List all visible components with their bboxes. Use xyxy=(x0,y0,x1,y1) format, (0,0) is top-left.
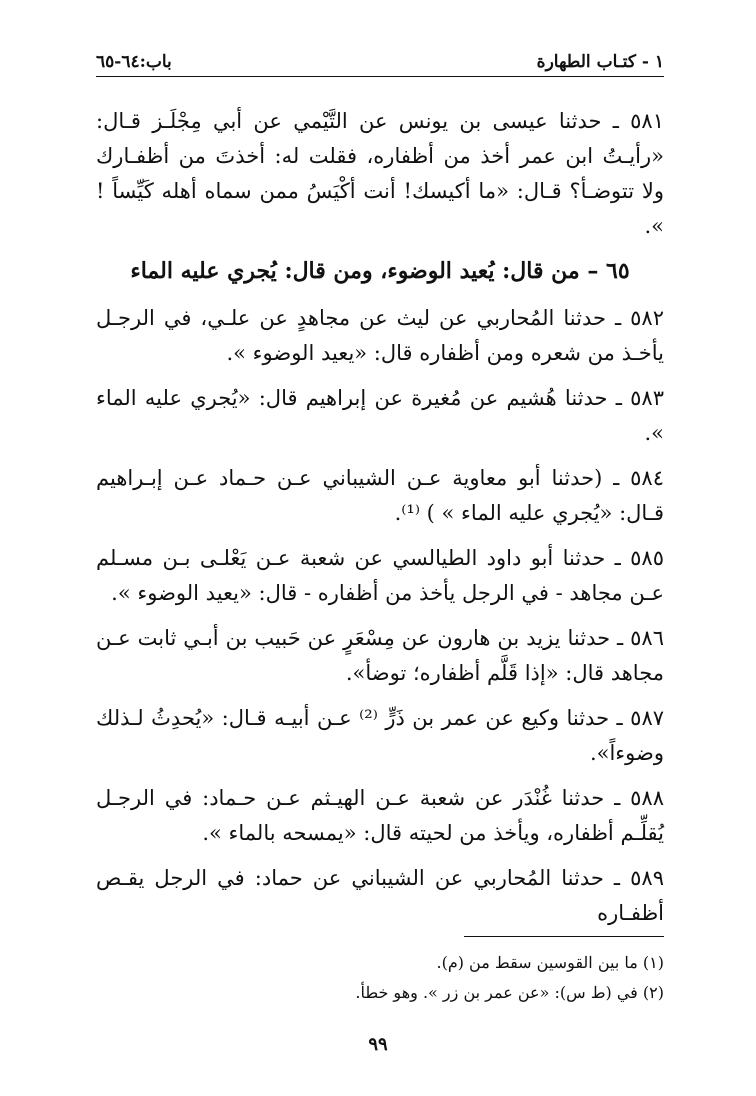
chapter-range: باب:٦٤-٦٥ xyxy=(96,52,172,72)
hadith-585: ٥٨٥ ـ حدثنا أبو داود الطيالسي عن شعبة عـن يَعْلـى بـن مسـلم عـن مجاهد - في الرجل يأخذ من أظفاره - قال: «يعيد الوضوء ». xyxy=(96,546,664,605)
footnote-separator xyxy=(464,936,664,937)
footnote-1: (١) ما بين القوسين سقط من (م). xyxy=(436,953,664,972)
hadith-587: ٥٨٧ ـ حدثنا وكيع عن عمر بن ذَرٍّ ⁽²⁾ عـن أبيـه قـال: «يُحدِثُ لـذلك وضوءاً». xyxy=(96,706,665,765)
hadith-588: ٥٨٨ ـ حدثنا غُنْدَر عن شعبة عـن الهيـثم عـن حـماد: في الرجـل يُقلِّـم أظفاره، ويأخذ من لحيته قال: «يمسحه بالماء ». xyxy=(96,786,664,845)
hadith-582: ٥٨٢ ـ حدثنا المُحاربي عن ليث عن مجاهدٍ عن علـي، في الرجـل يأخـذ من شعره ومن أظفاره قال: «يعيد الوضوء ». xyxy=(96,306,664,365)
chapter-heading: ٦٥ – من قال: يُعيد الوضوء، ومن قال: يُجري عليه الماء xyxy=(130,258,630,284)
page-number: ٩٩ xyxy=(368,1034,388,1055)
hadith-581: ٥٨١ ـ حدثنا عيسى بن يونس عن التَّيْمي عن أبي مِجْلَـز قـال: «رأيـتُ ابن عمر أخذ من أظفاره، فقلت له: أخذتَ من أظفـارك ولا تتوضـأ؟ قـال: «ما أكيسك! أنت أكْيَسُ ممن سماه أهله كَيِّساً ! ». xyxy=(96,109,664,238)
book-title: ١ - كتـاب الطهارة xyxy=(536,52,664,72)
hadith-586: ٥٨٦ ـ حدثنا يزيد بن هارون عن مِسْعَرٍ عن حَبيب بن أبـي ثابت عـن مجاهد قال: «إذا قَلَّم أظفاره؛ توضأ». xyxy=(96,626,664,685)
main-text xyxy=(96,104,664,941)
footnotes xyxy=(96,948,664,1008)
hadith-589: ٥٨٩ ـ حدثنا المُحاربي عن الشيباني عن حماد: في الرجل يقـص أظفـاره xyxy=(96,866,664,925)
hadith-584: ٥٨٤ ـ (حدثنا أبو معاوية عـن الشيباني عـن حـماد عـن إبـراهيم قـال: «يُجري عليه الماء » ) ⁽¹⁾. xyxy=(96,466,664,525)
hadith-583: ٥٨٣ ـ حدثنا هُشيم عن مُغيرة عن إبراهيم قال: «يُجري عليه الماء ». xyxy=(96,386,664,445)
footnote-2: (٢) في (ط س): «عن عمر بن زر ». وهو خطأ. xyxy=(355,983,664,1002)
running-header xyxy=(96,42,664,77)
